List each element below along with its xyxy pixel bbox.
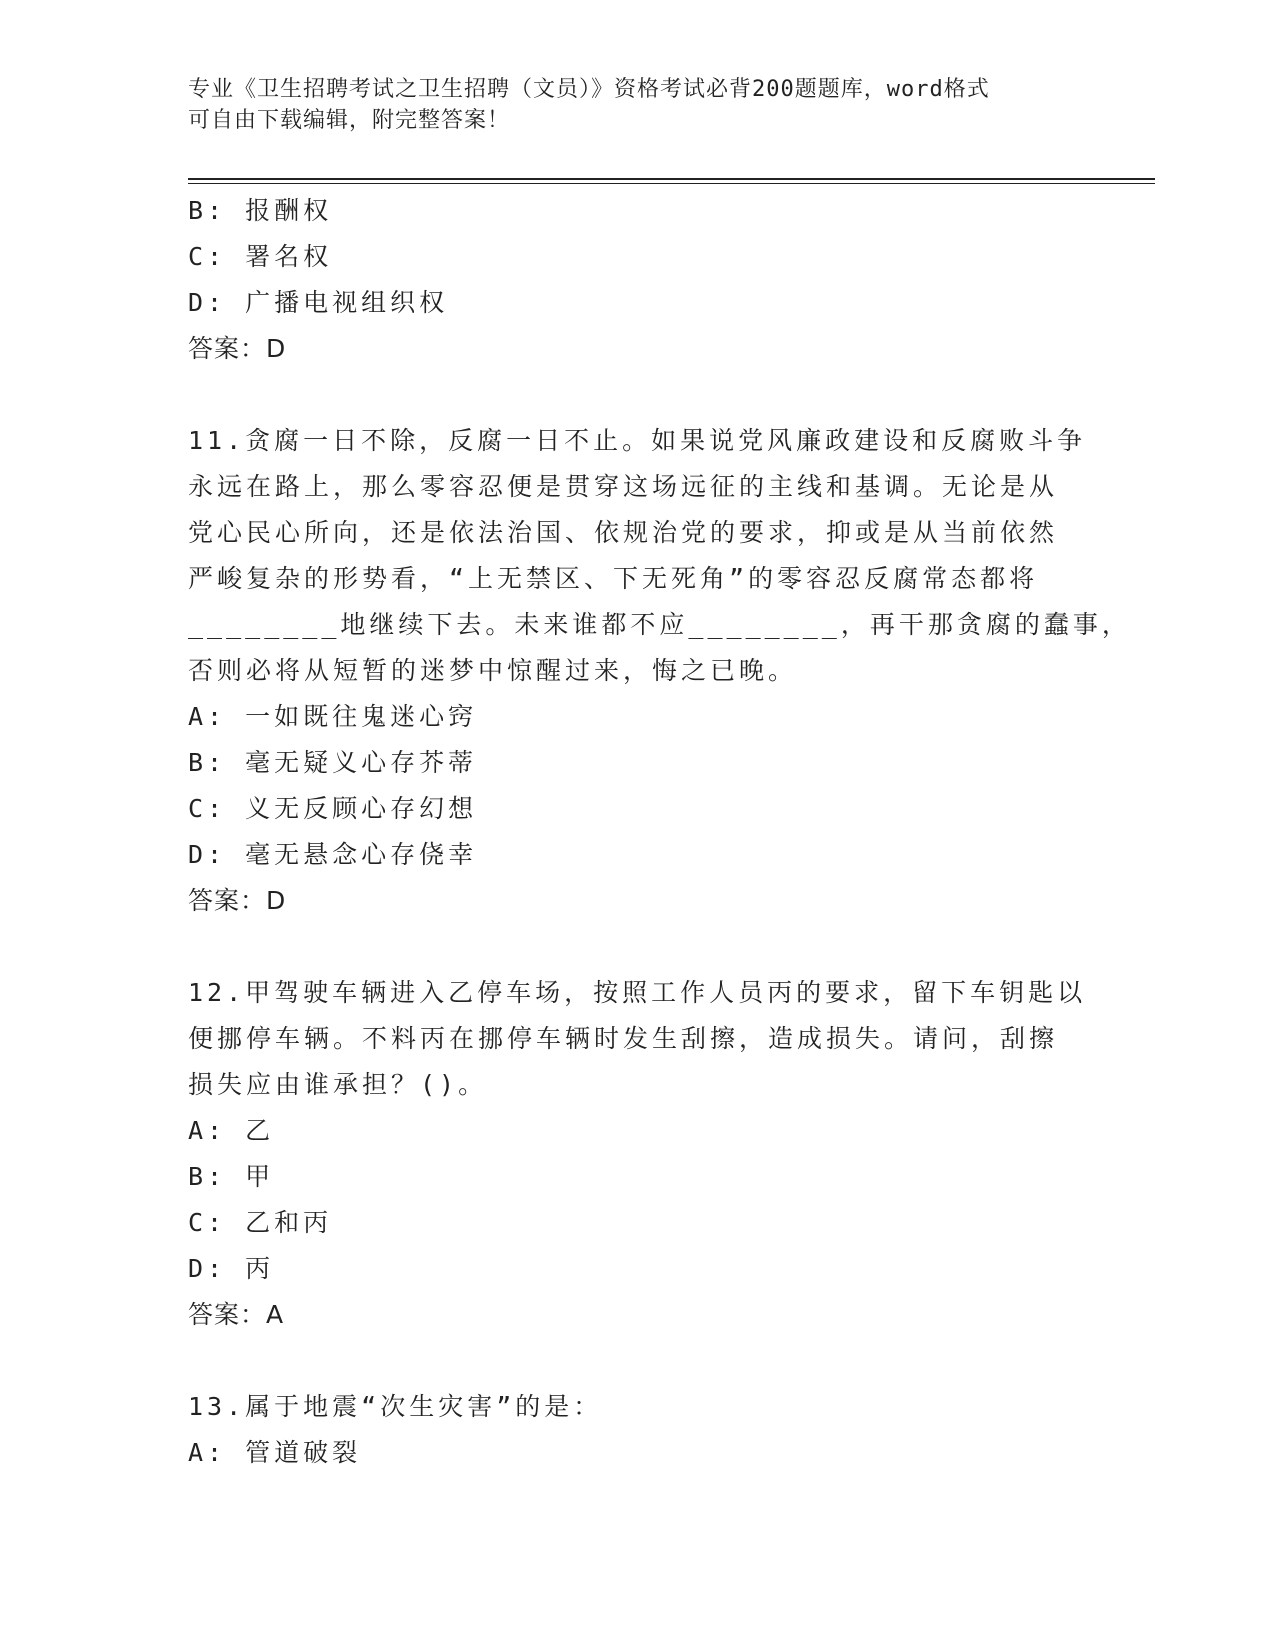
question-text-line: 严峻复杂的形势看，“上无禁区、下无死角”的零容忍反腐常态都将 <box>188 564 1039 593</box>
question-text-line: 13.属于地震“次生灾害”的是： <box>188 1392 603 1421</box>
question-text-line: 否则必将从短暂的迷梦中惊醒过来，悔之已晚。 <box>188 656 798 685</box>
option-c: C: 乙和丙 <box>188 1208 333 1237</box>
spacer <box>188 372 1088 418</box>
question-text-line: 损失应由谁承担？()。 <box>188 1070 488 1099</box>
question-text-line: 永远在路上，那么零容忍便是贯穿这场远征的主线和基调。无论是从 <box>188 472 1059 501</box>
question-text <box>188 418 1131 694</box>
spacer <box>188 1338 1088 1384</box>
option-b: B: 甲 <box>188 1162 275 1191</box>
question-10-continued <box>188 188 1088 372</box>
option-a: A: 一如既往鬼迷心窍 <box>188 702 478 731</box>
option-a: A: 乙 <box>188 1116 275 1145</box>
question-text-line: 12.甲驾驶车辆进入乙停车场，按照工作人员丙的要求，留下车钥匙以 <box>188 978 1087 1007</box>
option-d: D: 毫无悬念心存侥幸 <box>188 840 478 869</box>
question-11 <box>188 418 1131 924</box>
document-header <box>188 74 1088 136</box>
option-b: B: 报酬权 <box>188 196 333 225</box>
answer-line: 答案：A <box>188 1300 285 1329</box>
question-13 <box>188 1384 1088 1476</box>
header-line-1: 专业《卫生招聘考试之卫生招聘（文员）》资格考试必背200题题库，word格式 <box>188 77 990 102</box>
question-text <box>188 1384 1088 1430</box>
answer-line: 答案：D <box>188 334 287 363</box>
header-divider-thick <box>188 178 1155 180</box>
question-text-line: 便挪停车辆。不料丙在挪停车辆时发生刮擦，造成损失。请问，刮擦 <box>188 1024 1059 1053</box>
question-text <box>188 970 1088 1108</box>
question-text-line: 11.贪腐一日不除，反腐一日不止。如果说党风廉政建设和反腐败斗争 <box>188 426 1087 455</box>
option-d: D: 丙 <box>188 1254 275 1283</box>
option-d: D: 广播电视组织权 <box>188 288 449 317</box>
document-body <box>188 188 1131 1476</box>
option-c: C: 义无反顾心存幻想 <box>188 794 478 823</box>
header-divider-thin <box>188 183 1155 184</box>
option-b: B: 毫无疑义心存芥蒂 <box>188 748 478 777</box>
option-c: C: 署名权 <box>188 242 333 271</box>
question-text-line: 党心民心所向，还是依法治国、依规治党的要求，抑或是从当前依然 <box>188 518 1059 547</box>
spacer <box>188 924 1088 970</box>
question-text-line: ________地继续下去。未来谁都不应________，再干那贪腐的蠢事， <box>188 610 1131 639</box>
question-12 <box>188 970 1088 1338</box>
header-line-2: 可自由下载编辑，附完整答案！ <box>188 108 511 133</box>
option-a: A: 管道破裂 <box>188 1438 362 1467</box>
answer-line: 答案：D <box>188 886 287 915</box>
